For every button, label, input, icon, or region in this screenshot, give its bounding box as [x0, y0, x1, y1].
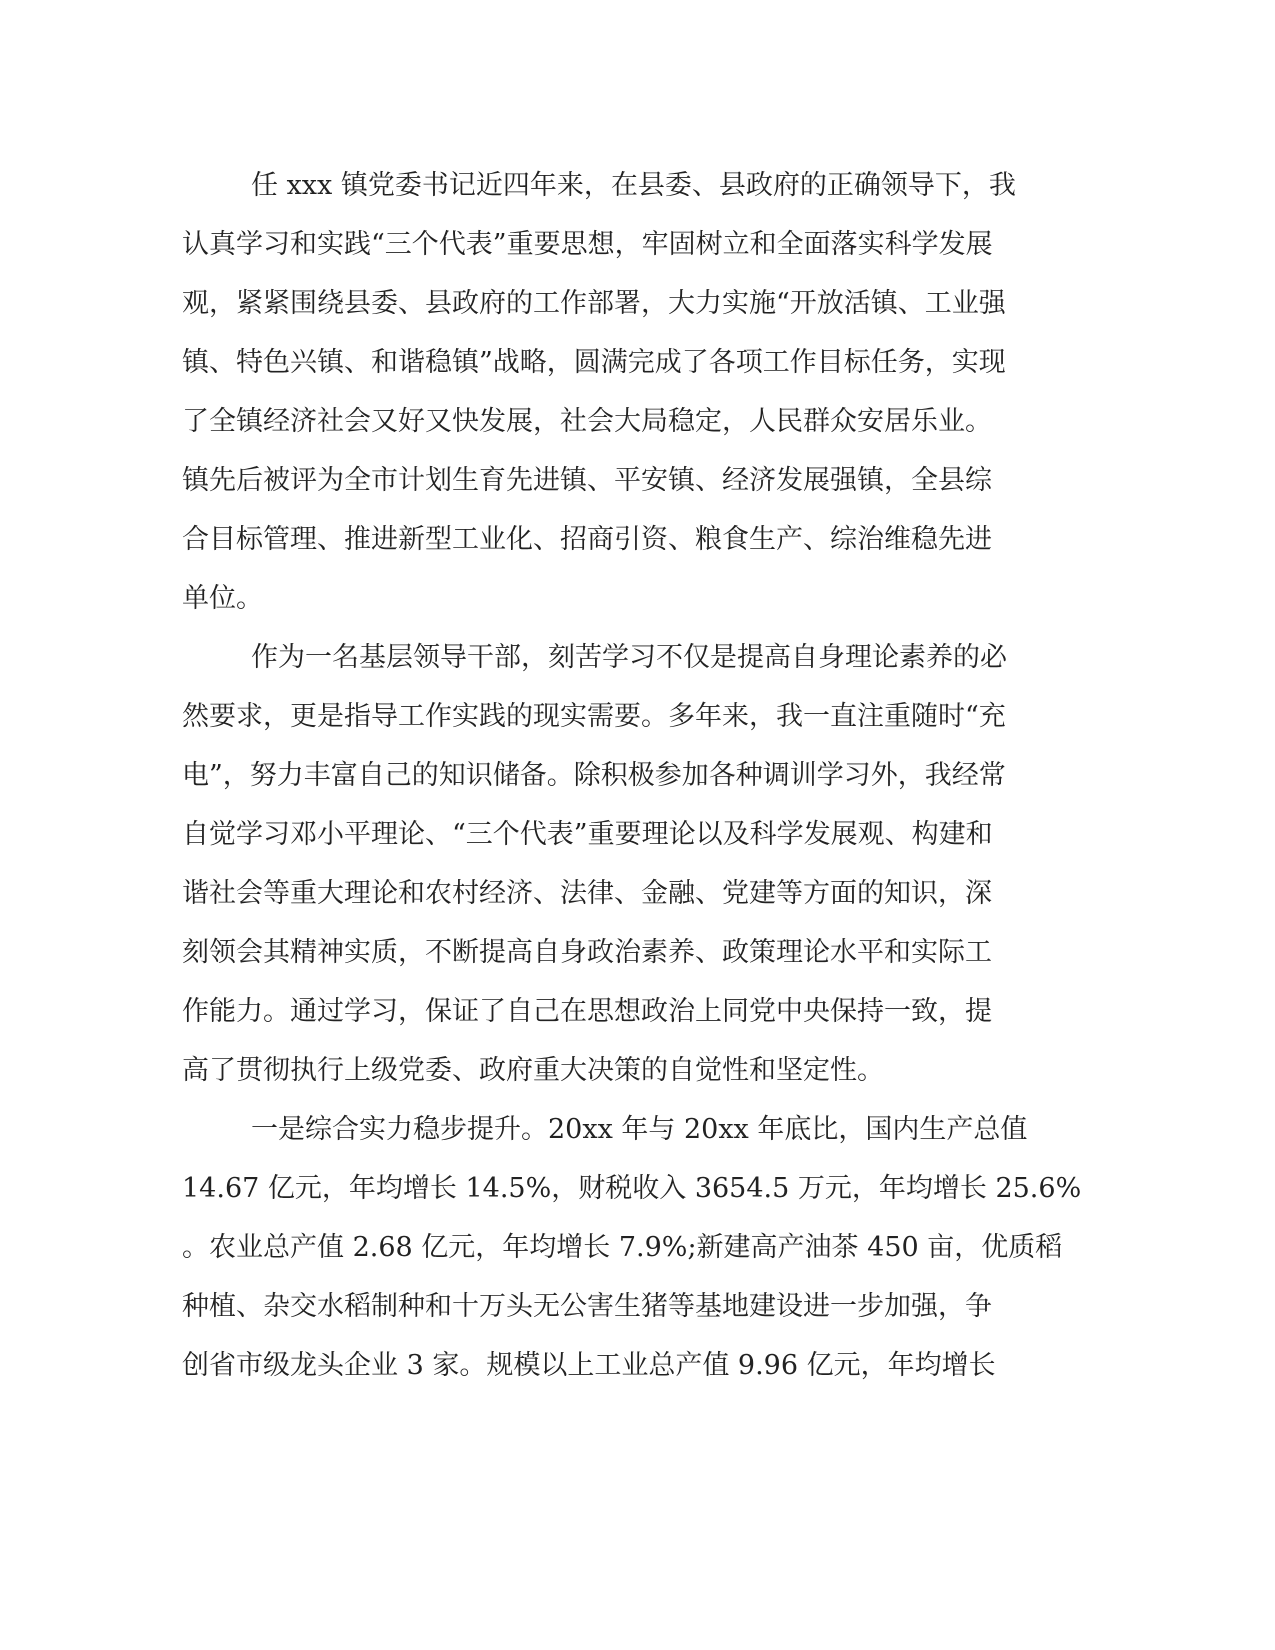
text-line: 自觉学习邓小平理论、“三个代表”重要理论以及科学发展观、构建和	[182, 819, 993, 850]
text-line: 合目标管理、推进新型工业化、招商引资、粮食生产、综治维稳先进	[182, 524, 992, 555]
text-line: 然要求，更是指导工作实践的现实需要。多年来，我一直注重随时“充	[182, 701, 1006, 732]
paragraph-1	[182, 156, 1052, 628]
text-line: 任 xxx 镇党委书记近四年来，在县委、县政府的正确领导下，我	[251, 170, 1016, 201]
text-line: 作能力。通过学习，保证了自己在思想政治上同党中央保持一致，提	[182, 996, 992, 1027]
text-line: 了全镇经济社会又好又快发展，社会大局稳定，人民群众安居乐业。	[182, 406, 992, 437]
text-line: 单位。	[182, 583, 263, 614]
text-line: 镇、特色兴镇、和谐稳镇”战略，圆满完成了各项工作目标任务，实现	[182, 347, 1006, 378]
text-line: 作为一名基层领导干部，刻苦学习不仅是提高自身理论素养的必	[251, 642, 1007, 673]
paragraph-3	[182, 1100, 1082, 1395]
text-line: 认真学习和实践“三个代表”重要思想，牢固树立和全面落实科学发展	[182, 229, 993, 260]
paragraph-2	[182, 628, 1052, 1100]
text-line: 种植、杂交水稻制种和十万头无公害生猪等基地建设进一步加强，争	[182, 1291, 992, 1322]
text-line: 观，紧紧围绕县委、县政府的工作部署，大力实施“开放活镇、工业强	[182, 288, 1006, 319]
document-body	[182, 156, 1082, 1395]
text-line: 一是综合实力稳步提升。20xx 年与 20xx 年底比，国内生产总值	[251, 1114, 1028, 1145]
text-line: 。农业总产值 2.68 亿元，年均增长 7.9%;新建高产油茶 450 亩，优质稻	[182, 1232, 1063, 1263]
text-line: 高了贯彻执行上级党委、政府重大决策的自觉性和坚定性。	[182, 1055, 884, 1086]
text-line: 14.67 亿元，年均增长 14.5%，财税收入 3654.5 万元，年均增长 25.6%	[182, 1173, 1082, 1204]
text-line: 创省市级龙头企业 3 家。规模以上工业总产值 9.96 亿元，年均增长	[182, 1350, 996, 1381]
text-line: 电”，努力丰富自己的知识储备。除积极参加各种调训学习外，我经常	[182, 760, 1006, 791]
text-line: 刻领会其精神实质，不断提高自身政治素养、政策理论水平和实际工	[182, 937, 992, 968]
text-line: 镇先后被评为全市计划生育先进镇、平安镇、经济发展强镇，全县综	[182, 465, 992, 496]
text-line: 谐社会等重大理论和农村经济、法律、金融、党建等方面的知识，深	[182, 878, 992, 909]
